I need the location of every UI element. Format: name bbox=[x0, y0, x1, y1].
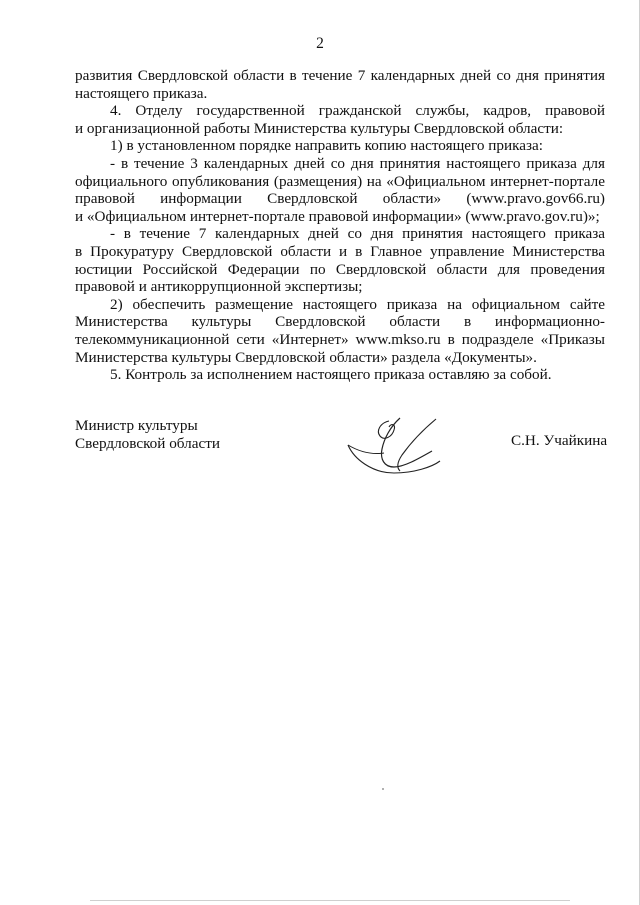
text-line: официального опубликования (размещения) на «Официальном интернет-портале bbox=[75, 172, 605, 190]
text-line: 1) в установленном порядке направить копию настоящего приказа: bbox=[110, 137, 543, 155]
text-line: Министерства культуры Свердловской области» раздела «Документы». bbox=[75, 348, 537, 366]
page-bottom-edge bbox=[90, 900, 570, 901]
signatory-position bbox=[75, 417, 220, 453]
text-line: - в течение 3 календарных дней со дня принятия настоящего приказа для bbox=[110, 154, 605, 172]
page-number: 2 bbox=[316, 35, 324, 52]
text-line: юстиции Российской Федерации по Свердловской области для проведения bbox=[75, 260, 605, 278]
text-line: Министерства культуры Свердловской области в информационно- bbox=[75, 313, 605, 331]
handwritten-signature bbox=[340, 415, 445, 477]
text-line: настоящего приказа. bbox=[75, 84, 208, 102]
text-line: 4. Отделу государственной гражданской службы, кадров, правовой bbox=[110, 102, 605, 120]
body-text bbox=[75, 67, 605, 384]
signatory-position-line: Министр культуры bbox=[75, 417, 198, 434]
text-line: 5. Контроль за исполнением настоящего приказа оставляю за собой. bbox=[110, 366, 552, 384]
text-line: 2) обеспечить размещение настоящего приказа на официальном сайте bbox=[110, 295, 605, 313]
text-line: и организационной работы Министерства культуры Свердловской области: bbox=[75, 119, 564, 137]
text-line: в Прокуратуру Свердловской области и в Главное управление Министерства bbox=[75, 242, 605, 260]
text-line: - в течение 7 календарных дней со дня принятия настоящего приказа bbox=[110, 225, 605, 243]
scan-speck bbox=[382, 788, 384, 790]
text-line: правовой информации Свердловской области» (www.pravo.gov66.ru) bbox=[75, 190, 605, 208]
text-line: правовой и антикоррупционной экспертизы; bbox=[75, 278, 363, 296]
text-line: телекоммуникационной сети «Интернет» www.mkso.ru в подразделе «Приказы bbox=[75, 330, 605, 348]
signatory-position-line: Свердловской области bbox=[75, 435, 220, 452]
signatory-name: С.Н. Учайкина bbox=[511, 432, 608, 449]
text-line: и «Официальном интернет-портале правовой информации» (www.pravo.gov.ru)»; bbox=[75, 207, 600, 225]
text-line: развития Свердловской области в течение 7 календарных дней со дня принятия bbox=[75, 67, 605, 84]
